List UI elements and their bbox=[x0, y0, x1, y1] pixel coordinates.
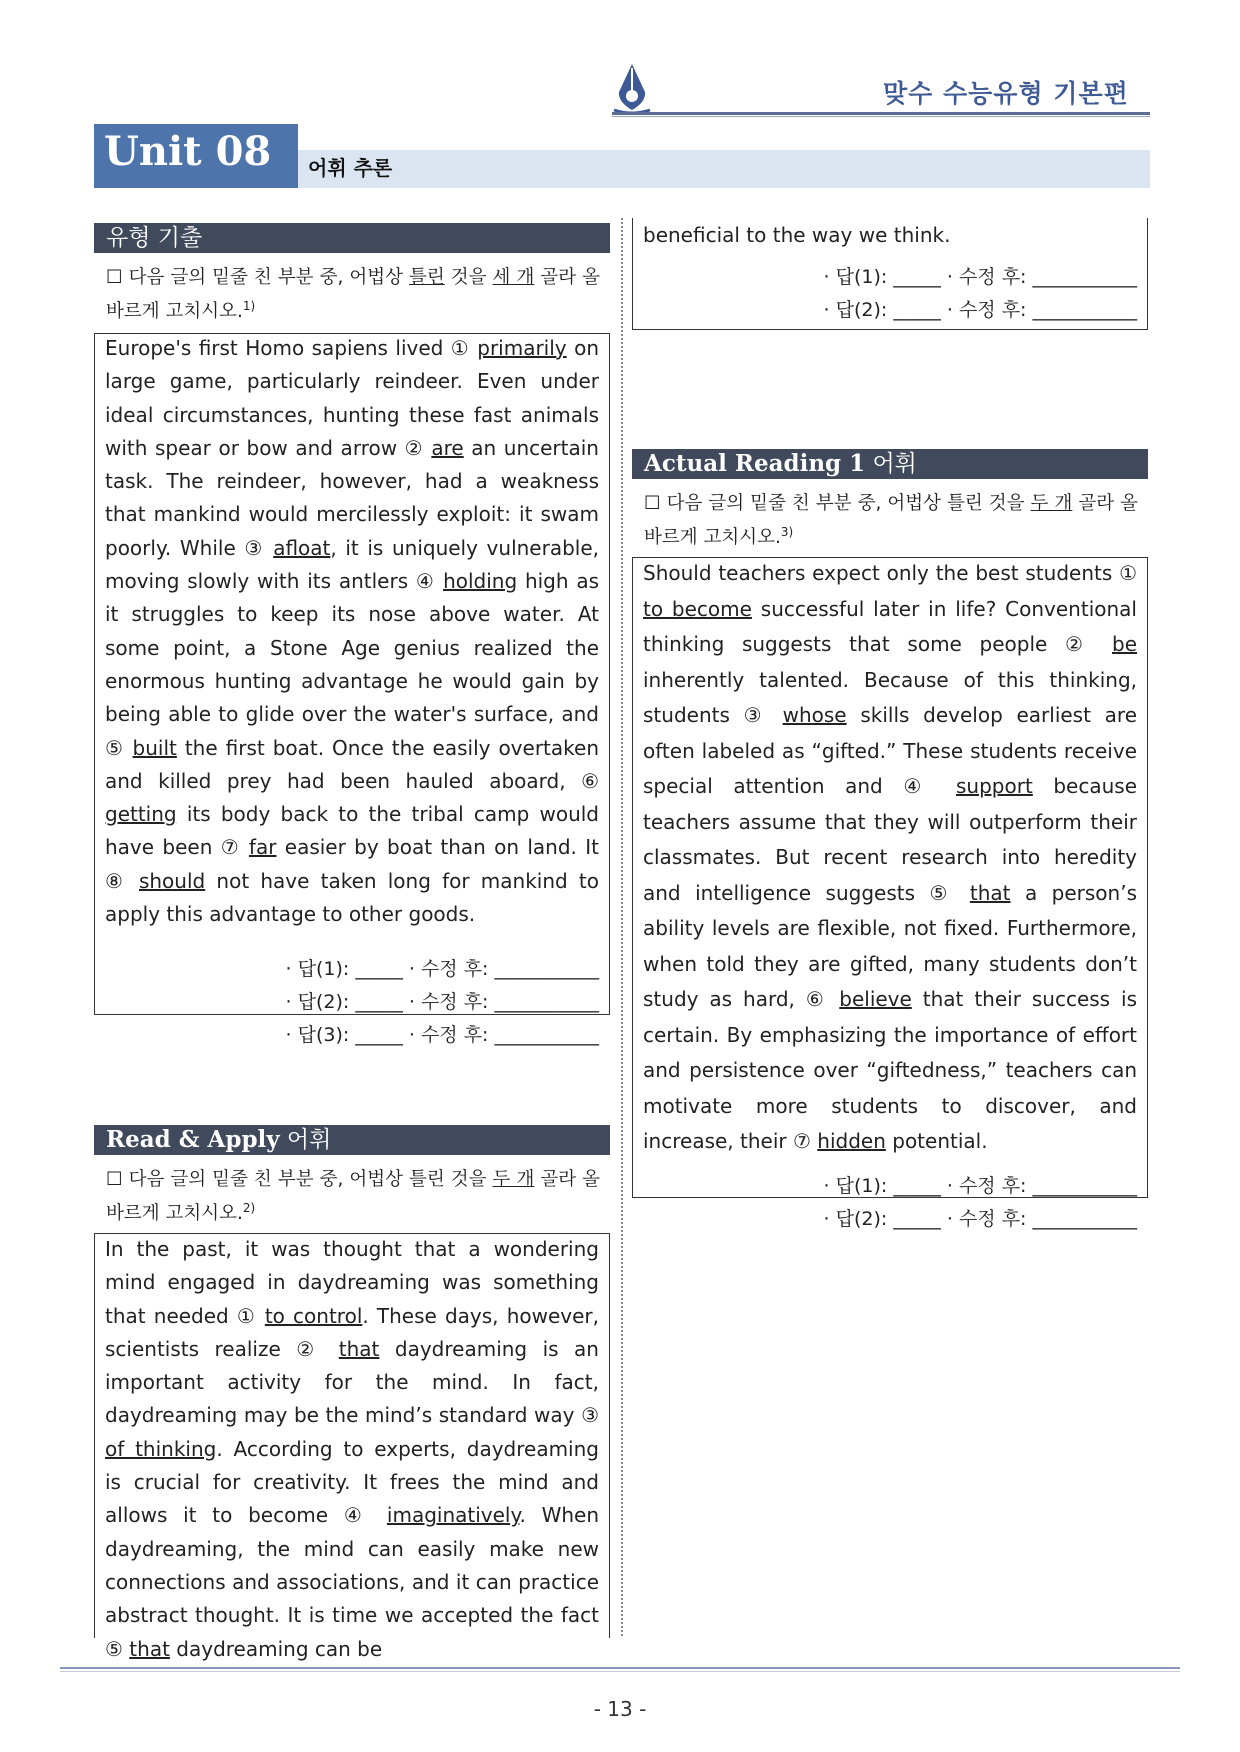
passage-text: . These days, however, scientists realize bbox=[105, 1303, 599, 1361]
section-title-ko: 어휘 bbox=[279, 1127, 332, 1153]
section-title-en: Actual Reading 1 bbox=[644, 450, 866, 477]
passage-box-read-apply bbox=[94, 1233, 610, 1661]
instruction-text: ☐ 다음 글의 밑줄 친 부분 중, 어법상 틀린 것을 bbox=[644, 493, 1031, 514]
unit-topic: 어휘 추론 bbox=[308, 156, 393, 180]
instruction-past-exam bbox=[106, 264, 600, 326]
passage-text: on large game, particularly reindeer. Even under ideal circumstances, hunting these fast animals with spear or bow and arrow bbox=[105, 336, 599, 460]
footnote-marker: 2) bbox=[242, 1201, 256, 1215]
underlined-item: be bbox=[1112, 632, 1137, 656]
item-number: ⑤ bbox=[105, 1636, 130, 1661]
underlined-item: of thinking bbox=[105, 1436, 217, 1461]
passage-box-actual-reading bbox=[632, 557, 1148, 1230]
passage-text: the first boat. Once the easily overtaken and killed prey had been hauled aboard, bbox=[105, 735, 599, 793]
underlined-item: should bbox=[138, 868, 206, 893]
answer-line[interactable]: · 답(2): _____ · 수정 후: ___________ bbox=[285, 991, 599, 1014]
item-number: ④ bbox=[903, 774, 956, 798]
passage-text: . When daydreaming, the mind can easily make new connections and associations, and it can practice abstract thought. It is time we accepted the fact bbox=[105, 1503, 599, 1628]
passage-text: inherently talented. Because of this thinking, students bbox=[643, 667, 1137, 727]
answer-line[interactable]: · 답(1): _____ · 수정 후: ___________ bbox=[823, 1174, 1137, 1197]
pen-nib-icon bbox=[612, 62, 652, 114]
underlined-item: built bbox=[132, 735, 177, 760]
underlined-item: getting bbox=[105, 802, 177, 827]
passage-text: , it is uniquely vulnerable, moving slowly with its antlers bbox=[105, 535, 599, 594]
footnote-marker: 1) bbox=[242, 299, 256, 313]
instruction-emphasis: 두 개 bbox=[492, 1169, 535, 1190]
header-rule-thin bbox=[612, 116, 1150, 117]
footer-rule-thin bbox=[60, 1671, 1180, 1672]
footnote-marker: 3) bbox=[780, 525, 794, 539]
footer-rule bbox=[60, 1667, 1180, 1669]
answer-line[interactable]: · 답(1): _____ · 수정 후: ___________ bbox=[823, 266, 1137, 289]
passage-text: that their success is certain. By emphasizing the importance of effort and persistence over “giftedness,” teachers can motivate more students to discover, and increase, their bbox=[643, 987, 1137, 1153]
passage-text: a person’s ability levels are flexible, not fixed. Furthermore, when told they are gifted, many students don’t study as hard, bbox=[643, 880, 1137, 1011]
underlined-item: holding bbox=[443, 569, 518, 594]
passage-text: its body back to the tribal camp would have been bbox=[105, 802, 599, 860]
passage-text: not have taken long for mankind to apply this advantage to other goods. bbox=[105, 868, 599, 927]
passage-text: potential. bbox=[885, 1129, 988, 1153]
passage-text: . According to experts, daydreaming is crucial for creativity. It frees the mind and allows it to become bbox=[105, 1436, 599, 1528]
item-number: ② bbox=[1065, 632, 1112, 656]
passage-text: Should teachers expect only the best students bbox=[643, 561, 1120, 585]
instruction-text: 골라 올바르게 고치시오. bbox=[644, 493, 1138, 549]
underlined-item: whose bbox=[782, 703, 847, 727]
passage-box-read-apply-continued bbox=[632, 218, 1148, 330]
underlined-item: to control bbox=[264, 1303, 363, 1328]
underlined-item: that bbox=[969, 880, 1011, 905]
answer-line[interactable]: · 답(1): _____ · 수정 후: ___________ bbox=[285, 958, 599, 981]
passage-box-past-exam bbox=[94, 333, 610, 1047]
underlined-item: believe bbox=[839, 987, 912, 1011]
underlined-item: imaginatively bbox=[386, 1503, 520, 1528]
item-number: ⑧ bbox=[105, 868, 139, 893]
instruction-emphasis: 세 개 bbox=[492, 267, 535, 288]
instruction-text: 것을 bbox=[444, 267, 493, 288]
item-number: ⑤ bbox=[105, 735, 133, 760]
underlined-item: are bbox=[431, 435, 464, 460]
passage-text: Europe's first Homo sapiens lived bbox=[105, 336, 451, 360]
passage-text: successful later in life? Conventional thinking suggests that some people bbox=[643, 596, 1137, 656]
underlined-item: hidden bbox=[817, 1129, 886, 1153]
item-number: ⑦ bbox=[220, 835, 249, 860]
instruction-text: 골라 올바르게 고치시오. bbox=[106, 267, 600, 323]
brand-title: 맞수 수능유형 기본편 bbox=[883, 79, 1129, 108]
passage-text: daydreaming can be bbox=[169, 1636, 383, 1661]
item-number: ③ bbox=[743, 703, 783, 727]
instruction-emphasis: 틀린 bbox=[409, 267, 445, 288]
item-number: ④ bbox=[343, 1503, 387, 1528]
answer-lines-past-exam bbox=[105, 953, 599, 1052]
instruction-read-apply bbox=[106, 1166, 600, 1228]
item-number: ⑥ bbox=[805, 987, 840, 1011]
item-number: ⑥ bbox=[581, 768, 599, 793]
header-rule bbox=[612, 112, 1150, 115]
unit-label: Unit 08 bbox=[104, 128, 272, 175]
instruction-emphasis: 두 개 bbox=[1030, 493, 1073, 514]
instruction-text: ☐ 다음 글의 밑줄 친 부분 중, 어법상 bbox=[106, 267, 409, 288]
item-number: ⑦ bbox=[792, 1129, 818, 1153]
passage-text: daydreaming is an important activity for the mind. In fact, daydreaming may be the mind’s standard way bbox=[105, 1336, 599, 1428]
answer-line[interactable]: · 답(3): _____ · 수정 후: ___________ bbox=[285, 1024, 599, 1047]
section-title-en: Read & Apply bbox=[106, 1126, 280, 1153]
passage-text: an uncertain task. The reindeer, however, had a weakness that mankind would mercilessly exploit: it swam poorly. While bbox=[105, 435, 599, 560]
instruction-actual-reading bbox=[644, 490, 1138, 552]
passage-continuation: beneficial to the way we think. bbox=[643, 223, 951, 247]
section-header-read-apply bbox=[94, 1125, 610, 1155]
underlined-item: afloat bbox=[273, 535, 331, 560]
page-number: - 13 - bbox=[593, 1697, 647, 1721]
item-number: ⑤ bbox=[929, 880, 970, 905]
item-number: ① bbox=[1119, 561, 1137, 585]
underlined-item: that bbox=[129, 1636, 170, 1661]
passage-text: In the past, it was thought that a wondering mind engaged in daydreaming was something that needed bbox=[105, 1237, 599, 1328]
answer-lines-actual-reading bbox=[643, 1170, 1137, 1236]
passage-read-apply bbox=[105, 1233, 599, 1666]
column-divider bbox=[621, 218, 623, 1636]
section-title: 유형 기출 bbox=[106, 225, 203, 251]
item-number: ③ bbox=[581, 1403, 599, 1428]
underlined-item: far bbox=[248, 835, 277, 860]
passage-text: because teachers assume that they will outperform their classmates. But recent research into heredity and intelligence suggests bbox=[643, 774, 1138, 905]
underlined-item: that bbox=[338, 1336, 380, 1361]
item-number: ① bbox=[236, 1303, 265, 1328]
instruction-text: 골라 올바르게 고치시오. bbox=[106, 1169, 600, 1225]
item-number: ② bbox=[296, 1336, 339, 1361]
underlined-item: support bbox=[956, 774, 1033, 798]
passage-text: easier by boat than on land. It bbox=[276, 835, 599, 860]
passage-text: high as it struggles to keep its nose above water. At some point, a Stone Age genius realized the enormous hunting advantage he would gain by being able to glide over the water's surface, and bbox=[105, 569, 600, 727]
answer-line[interactable]: · 답(2): _____ · 수정 후: ___________ bbox=[823, 1207, 1137, 1230]
item-number: ② bbox=[404, 435, 432, 460]
passage-actual-reading bbox=[643, 556, 1137, 1160]
item-number: ④ bbox=[415, 569, 444, 594]
answer-line[interactable]: · 답(2): _____ · 수정 후: ___________ bbox=[823, 299, 1137, 322]
underlined-item: to become bbox=[643, 596, 752, 621]
passage-text: skills develop earliest are often labeled as “gifted.” These students receive special attention and bbox=[643, 703, 1137, 798]
item-number: ③ bbox=[244, 535, 274, 560]
passage-past-exam bbox=[105, 332, 599, 931]
unit-topic-bar bbox=[298, 150, 1150, 188]
item-number: ① bbox=[450, 336, 478, 360]
section-header-past-exam bbox=[94, 223, 610, 253]
section-title-ko: 어휘 bbox=[865, 451, 917, 477]
section-header-actual-reading bbox=[632, 449, 1148, 479]
underlined-item: primarily bbox=[477, 336, 567, 360]
answer-lines-read-apply bbox=[643, 261, 1137, 327]
instruction-text: ☐ 다음 글의 밑줄 친 부분 중, 어법상 틀린 것을 bbox=[106, 1169, 493, 1190]
